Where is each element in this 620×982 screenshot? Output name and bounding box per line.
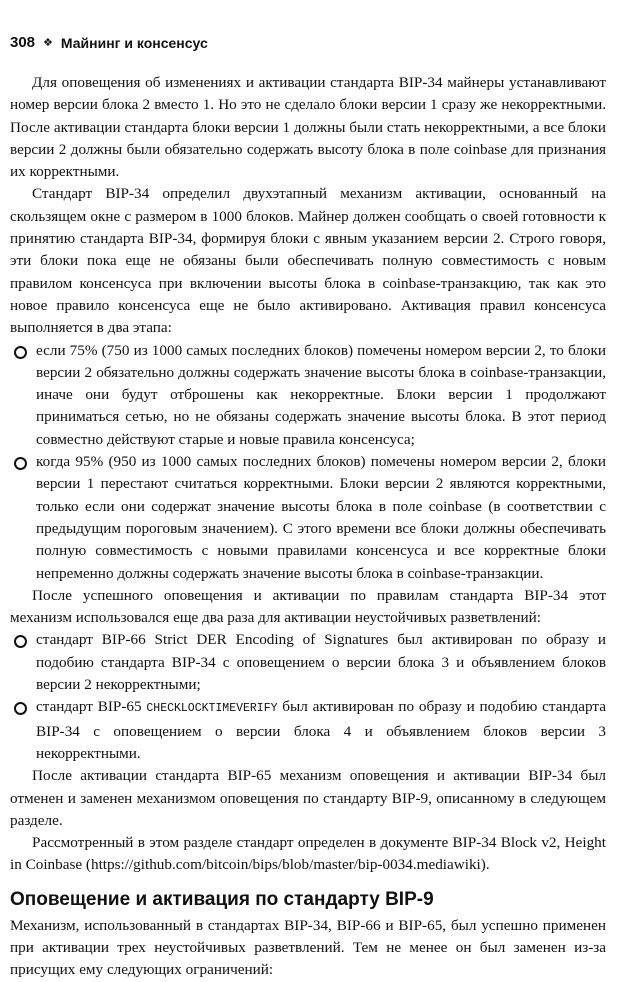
bullet-circle-icon xyxy=(14,635,27,648)
list-item xyxy=(10,340,606,451)
inline-code: CHECKLOCKTIMEVERIFY xyxy=(146,702,278,716)
paragraph-5: Рассмотренный в этом разделе стандарт определен в документе BIP-34 Block v2, Height in Coinbase (https://github.com/bitcoin/bips/blob/master/bip-0034.mediawiki). xyxy=(10,834,606,874)
paragraph-2: Стандарт BIP-34 определил двухэтапный механизм активации, основанный на скользящем окне с размером в 1000 блоков. Майнер должен сообщать о своей готовности к принятию стандарта BIP-34, формируя блоки с явным указанием версии 2. Строго говоря, эти блоки пока еще не обязаны были обеспечивать полную совместимость с новым правилом консенсуса при включении высоты блока в coinbase-транзакцию, так как это новое правило консенсуса еще не было активировано. Активация правил консенсуса выполняется в два этапа: xyxy=(10,185,606,337)
paragraph-3: После успешного оповещения и активации по правилам стандарта BIP-34 этот механизм использовался еще два раза для активации неустойчивых разветвлений: xyxy=(10,586,606,627)
page-number: 308 xyxy=(10,34,36,51)
list-item xyxy=(10,629,606,696)
bullet-circle-icon xyxy=(14,702,27,715)
section-heading: Оповещение и активация по стандарту BIP-9 xyxy=(10,888,434,910)
list-item-text: когда 95% (950 из 1000 самых последних блоков) помечены номером версии 2, блоки версии 1 перестают считаться корректными. Блоки версии 2 являются корректными, только если они содержат значение высоты блока в поле coinbase (в соответствии с предыдущим пороговым значением). С этого времени все блоки должны обеспечивать полную совместимость с новыми правилами консенсуса и все корректные блоки непременно должны содержать значение высоты блока в coinbase-транзакции. xyxy=(36,453,606,582)
running-header xyxy=(10,34,606,51)
list-item xyxy=(10,696,606,765)
paragraph-6: Механизм, использованный в стандартах BIP-34, BIP-66 и BIP-65, был успешно применен при активации трех неустойчивых разветвлений. Тем не менее он был заменен из-за присущих ему следующих ограничений: xyxy=(10,916,606,979)
list-item-text: если 75% (750 из 1000 самых последних блоков) помечены номером версии 2, то блоки версии 2 обязательно должны содержать значение высоты блока в coinbase-транзакции, иначе они будут отброшены как некорректные. Блоки версии 1 продолжают приниматься сетью, но не обязаны содержать значение высоты блока. В этот период совместно действуют старые и новые правила консенсуса; xyxy=(36,341,606,448)
list-item-text-post: был активирован по образу и подобию стандарта BIP-34 с оповещением о версии блока 4 и объявлением блоков версии 3 некорректными. xyxy=(36,698,606,762)
list-item xyxy=(10,451,606,585)
page-content xyxy=(10,72,606,982)
paragraph-1: Для оповещения об изменениях и активации стандарта BIP-34 майнеры устанавливают номер версии блока 2 вместо 1. Но это не сделало блоки версии 1 сразу же некорректными. После активации стандарта блоки версии 1 должны были стать некорректными, а все блоки версии 2 должны были обязательно содержать высоту блока в поле coinbase для признания их корректными. xyxy=(10,74,606,181)
paragraph-4: После активации стандарта BIP-65 механизм оповещения и активации BIP-34 был отменен и заменен механизмом оповещения по стандарту BIP-9, описанному в следующем разделе. xyxy=(10,767,606,829)
list-item-text-pre: стандарт BIP-65 xyxy=(36,698,147,716)
header-separator: ❖ xyxy=(43,37,53,49)
running-title: Майнинг и консенсус xyxy=(60,34,208,51)
bullet-circle-icon xyxy=(14,457,27,470)
list-item-text: стандарт BIP-66 Strict DER Encoding of Signatures был активирован по образу и подобию стандарта BIP-34 с оповещением о версии блока 3 и объявлением блоков версии 2 некорректными; xyxy=(36,631,606,694)
bullet-circle-icon xyxy=(14,346,27,359)
